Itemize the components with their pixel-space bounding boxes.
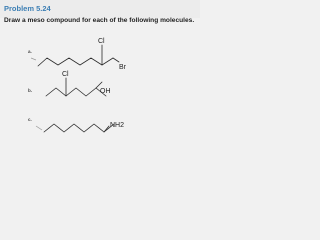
part-letter-b: b. — [28, 88, 32, 93]
molecule-drawings — [0, 0, 200, 148]
hydroxyl-label-b: OH — [100, 88, 111, 95]
carbon-chain-b — [46, 88, 106, 96]
chlorine-label-b: Cl — [62, 71, 69, 78]
bromine-label-a: Br — [119, 64, 126, 71]
part-letter-c: c. — [28, 117, 32, 122]
molecule-a — [28, 38, 127, 71]
amine-label-c: NH2 — [110, 122, 125, 129]
molecule-c — [28, 117, 124, 132]
problem-title: Problem 5.24 — [4, 4, 51, 13]
bromine-bond-a — [113, 58, 119, 62]
part-letter-a: a. — [28, 49, 32, 54]
faint-stub-c — [36, 126, 42, 130]
faint-stub-a — [31, 58, 36, 60]
problem-page — [0, 0, 200, 148]
problem-instruction: Draw a meso compound for each of the following molecules. — [4, 17, 195, 24]
molecule-b — [28, 71, 111, 96]
chlorine-label-a: Cl — [98, 38, 105, 45]
carbon-chain-c — [44, 124, 114, 132]
